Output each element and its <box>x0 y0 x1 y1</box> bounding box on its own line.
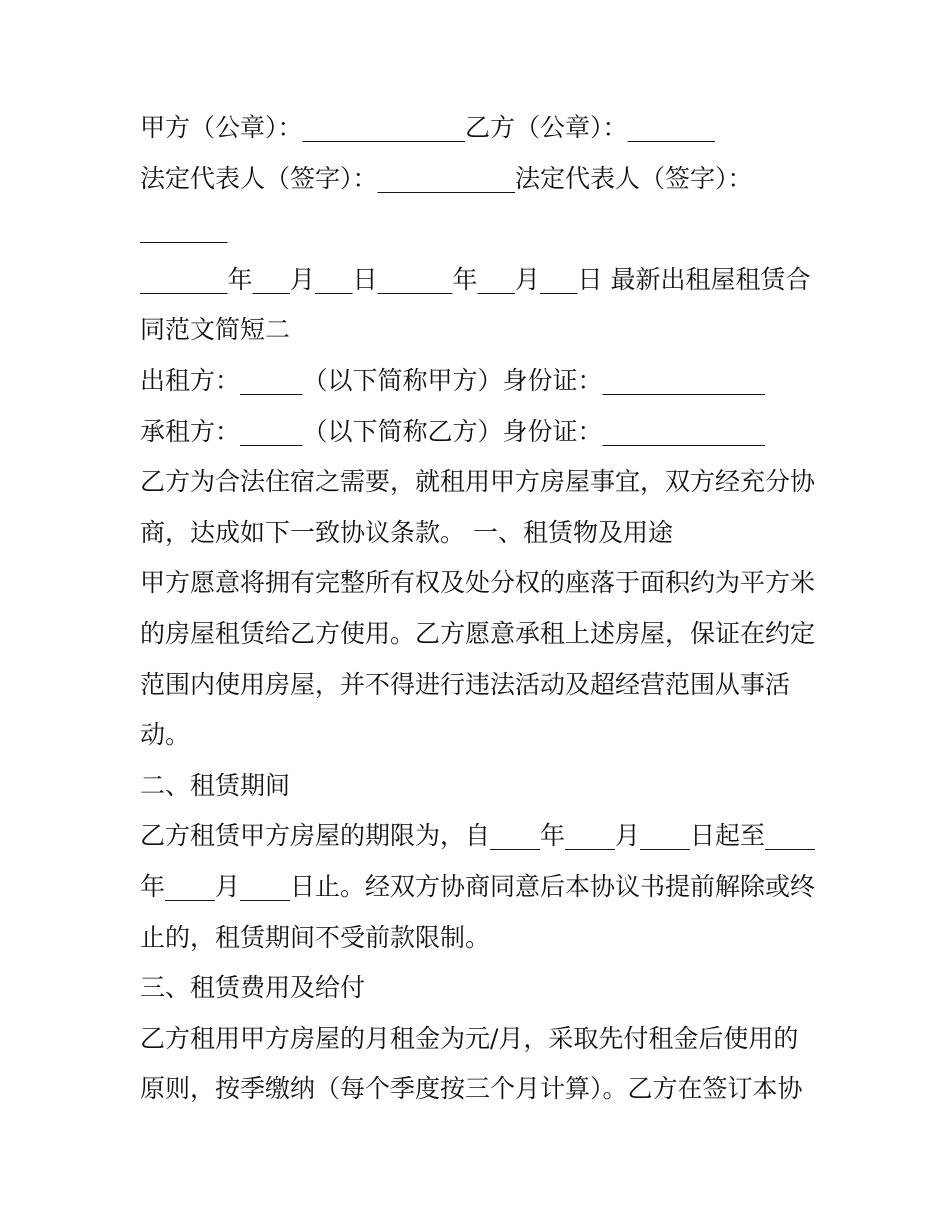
signature-line-seals: 甲方（公章）：_____________乙方（公章）：_______ <box>140 113 716 142</box>
document-page <box>140 103 820 1115</box>
section-1-paragraph-line: 动。 <box>140 720 191 750</box>
intro-paragraph-line: 乙方为合法住宿之需要，就租用甲方房屋事宜，双方经充分协 <box>140 467 816 497</box>
document-title-continued: 同范文简短二 <box>140 315 291 345</box>
section-1-paragraph-line: 范围内使用房屋，并不得进行违法活动及超经营范围从事活 <box>140 669 791 699</box>
signature-line-blank: _______ <box>140 214 228 244</box>
section-3-paragraph-line: 乙方租用甲方房屋的月租金为元/月，采取先付租金后使用的 <box>140 1023 799 1053</box>
section-2-paragraph-line: 止的，租赁期间不受前款限制。 <box>140 922 491 952</box>
intro-paragraph-line: 商，达成如下一致协议条款。 一、租赁物及用途 <box>140 517 673 547</box>
lessee-line: 承租方：_____（以下简称乙方）身份证：_____________ <box>140 416 766 446</box>
section-1-paragraph-line: 甲方愿意将拥有完整所有权及处分权的座落于面积约为平方米 <box>140 568 816 598</box>
section-2-paragraph-line: 年____月____日止。经双方协商同意后本协议书提前解除或终 <box>140 871 816 901</box>
lessor-line: 出租方：_____（以下简称甲方）身份证：_____________ <box>140 365 766 395</box>
section-2-paragraph-line: 乙方租赁甲方房屋的期限为，自____年____月____日起至____ <box>140 821 816 851</box>
section-3-paragraph-line: 原则，按季缴纳（每个季度按三个月计算）。乙方在签订本协 <box>140 1074 803 1104</box>
section-1-paragraph-line: 的房屋租赁给乙方使用。乙方愿意承租上述房屋，保证在约定 <box>140 618 816 648</box>
signature-line-representatives: 法定代表人（签字）：___________法定代表人（签字）： <box>140 163 753 193</box>
section-3-heading: 三、租赁费用及给付 <box>140 973 366 1003</box>
section-2-heading: 二、租赁期间 <box>140 770 291 800</box>
date-line-and-title: _______年___月___日______年___月___日 最新出租屋租赁合 <box>140 264 811 294</box>
